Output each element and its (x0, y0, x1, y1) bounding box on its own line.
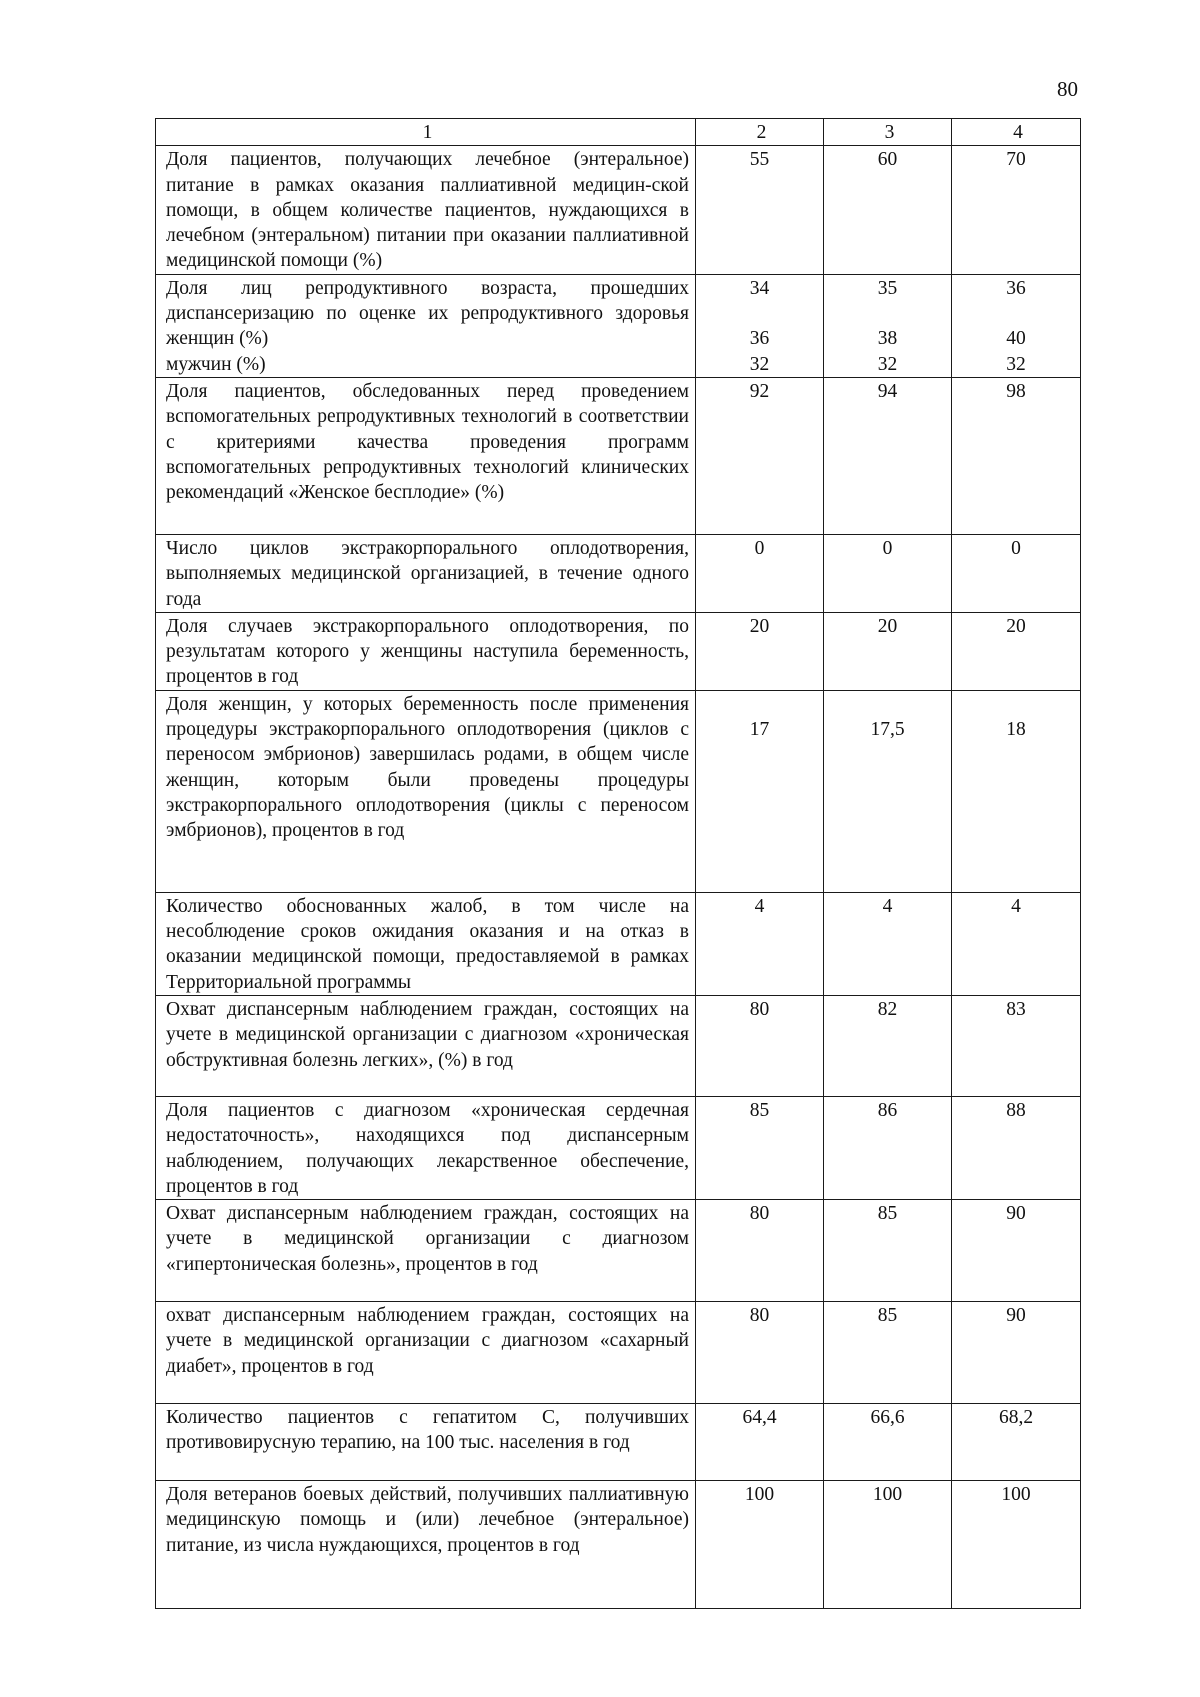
table-row (156, 1200, 1081, 1302)
value-text: 17,5 (870, 719, 905, 741)
value-cell (824, 612, 952, 690)
value-text: 85 (877, 1203, 898, 1225)
value-cell (952, 377, 1081, 534)
indicator-text: Охват диспансерным наблюдением граждан, состоящих на учете в медицинской организации с диагнозом «хроническая обструктивная болезнь легких», (%) в год (166, 998, 689, 1071)
value-cell (696, 995, 824, 1096)
value-cell (824, 274, 952, 377)
page-number: 80 (1057, 77, 1078, 101)
value-text: 35 (877, 277, 898, 299)
value-text: 60 (877, 149, 898, 171)
value-text: 32 (877, 353, 898, 375)
value-text: 85 (749, 1099, 770, 1121)
indicator-text: Количество обоснованных жалоб, в том числе на несоблюдение сроков ожидания оказания и на отказ в оказании медицинской помощи, предоставляемой в рамках Территориальной программы (166, 895, 689, 993)
value-cell (952, 1096, 1081, 1199)
value-cell (696, 612, 824, 690)
indicator-cell (156, 1096, 696, 1199)
value-cell (824, 1096, 952, 1199)
table-row (156, 534, 1081, 612)
value-cell (952, 1481, 1081, 1609)
table-row (156, 995, 1081, 1096)
column-header: 1 (156, 119, 696, 146)
value-text: 64,4 (742, 1407, 777, 1429)
value-text: 100 (872, 1484, 903, 1506)
value-cell (696, 1302, 824, 1404)
value-cell (696, 146, 824, 274)
indicator-subtext: мужчин (%) (166, 353, 266, 375)
value-text: 90 (1006, 1203, 1026, 1225)
indicator-cell (156, 690, 696, 892)
column-header: 2 (696, 119, 824, 146)
table-row (156, 892, 1081, 995)
value-cell (824, 1404, 952, 1481)
value-text: 100 (1001, 1484, 1031, 1506)
table-row (156, 612, 1081, 690)
indicator-text: Количество пациентов с гепатитом С, получивших противовирусную терапию, на 100 тыс. населения в год (166, 1407, 689, 1454)
table-row (156, 1302, 1081, 1404)
value-text: 94 (877, 380, 898, 402)
indicator-cell (156, 146, 696, 274)
value-text (956, 692, 1076, 717)
value-cell (696, 377, 824, 534)
value-cell (696, 1481, 824, 1609)
value-text: 20 (877, 615, 898, 637)
value-text: 38 (877, 328, 898, 350)
value-cell (824, 995, 952, 1096)
value-text: 92 (749, 380, 770, 402)
indicator-cell (156, 612, 696, 690)
value-text: 80 (749, 1203, 770, 1225)
value-text: 4 (882, 895, 893, 917)
value-cell (696, 534, 824, 612)
value-text: 86 (877, 1099, 898, 1121)
value-cell (696, 274, 824, 377)
table-row (156, 146, 1081, 274)
value-cell (696, 892, 824, 995)
value-cell (952, 690, 1081, 892)
value-text: 34 (749, 277, 770, 299)
value-text (828, 301, 947, 326)
value-text: 0 (882, 537, 893, 559)
value-text: 17 (749, 719, 770, 741)
table-row (156, 1096, 1081, 1199)
value-cell (824, 1302, 952, 1404)
value-text: 85 (877, 1305, 898, 1327)
value-text: 20 (749, 615, 770, 637)
indicator-cell (156, 1481, 696, 1609)
indicator-cell (156, 534, 696, 612)
indicator-text: Доля пациентов, обследованных перед проведением вспомогательных репродуктивных технологий в соответствии с критериями качества проведения программ вспомогательных репродуктивных технологий клинических рекомендаций «Женское бесплодие» (%) (166, 380, 689, 504)
value-cell (696, 1200, 824, 1302)
value-text: 90 (1006, 1305, 1026, 1327)
indicator-text: охват диспансерным наблюдением граждан, состоящих на учете в медицинской организации с диагнозом «сахарный диабет», процентов в год (166, 1305, 689, 1377)
value-cell (824, 1481, 952, 1609)
value-text: 0 (1011, 537, 1021, 559)
indicator-text: Доля ветеранов боевых действий, получивших паллиативную медицинскую помощь и (или) лечебное (энтеральное) питание, из числа нуждающихся, процентов в год (166, 1484, 689, 1556)
value-text: 36 (1006, 277, 1026, 299)
value-text (956, 301, 1076, 326)
value-text: 32 (749, 353, 770, 375)
value-cell (952, 612, 1081, 690)
value-cell (952, 146, 1081, 274)
value-cell (952, 274, 1081, 377)
indicator-text: Доля пациентов с диагнозом «хроническая сердечная недостаточность», находящихся под диспансерным наблюдением, получающих лекарственное обеспечение, процентов в год (166, 1099, 689, 1197)
value-text: 18 (1006, 719, 1026, 741)
value-cell (952, 1200, 1081, 1302)
indicator-cell (156, 1404, 696, 1481)
indicator-cell (156, 995, 696, 1096)
column-header: 3 (824, 119, 952, 146)
value-text: 70 (1006, 149, 1026, 171)
value-text: 4 (1011, 895, 1021, 917)
column-header: 4 (952, 119, 1081, 146)
value-text: 55 (749, 149, 770, 171)
table-row (156, 690, 1081, 892)
table-header-row (156, 119, 1081, 146)
value-text (700, 692, 819, 717)
indicator-text: Число циклов экстракорпорального оплодотворения, выполняемых медицинской организацией, в течение одного года (166, 537, 689, 610)
value-text: 80 (749, 998, 770, 1020)
value-text: 40 (1006, 328, 1026, 350)
value-text: 68,2 (998, 1407, 1034, 1429)
value-text: 83 (1006, 998, 1026, 1020)
value-text: 88 (1006, 1099, 1026, 1121)
table-row (156, 377, 1081, 534)
indicator-cell (156, 1200, 696, 1302)
value-text: 100 (744, 1484, 775, 1506)
value-cell (824, 534, 952, 612)
value-cell (824, 146, 952, 274)
value-text: 98 (1006, 380, 1026, 402)
value-cell (696, 690, 824, 892)
indicator-text: Охват диспансерным наблюдением граждан, состоящих на учете в медицинской организации с диагнозом «гипертоническая болезнь», процентов в год (166, 1203, 689, 1275)
indicators-table (155, 118, 1081, 1609)
value-cell (824, 1200, 952, 1302)
value-cell (696, 1404, 824, 1481)
value-text: 4 (754, 895, 765, 917)
value-cell (824, 690, 952, 892)
value-cell (952, 995, 1081, 1096)
indicator-cell (156, 892, 696, 995)
value-text: 82 (877, 998, 898, 1020)
value-text: 80 (749, 1305, 770, 1327)
value-cell (824, 892, 952, 995)
value-cell (952, 1302, 1081, 1404)
value-cell (952, 534, 1081, 612)
value-text: 20 (1006, 615, 1026, 637)
indicator-text: Доля случаев экстракорпорального оплодотворения, по результатам которого у женщины наступила беременность, процентов в год (166, 615, 689, 688)
value-cell (824, 377, 952, 534)
indicator-text: Доля пациентов, получающих лечебное (энтеральное) питание в рамках оказания паллиативной медицин-ской помощи, в общем количестве пациентов, нуждающихся в лечебном (энтеральном) питании при оказании паллиативной медицинской помощи (%) (166, 149, 689, 272)
value-text: 0 (754, 537, 765, 559)
indicator-cell (156, 1302, 696, 1404)
indicator-cell (156, 274, 696, 377)
indicator-text: Доля лиц репродуктивного возраста, прошедших диспансеризацию по оценке их репродуктивного здоровья женщин (%) (166, 277, 689, 350)
value-text: 32 (1006, 353, 1026, 375)
value-text: 66,6 (870, 1407, 905, 1429)
value-cell (952, 1404, 1081, 1481)
table-row (156, 1481, 1081, 1609)
table-row (156, 1404, 1081, 1481)
table-row (156, 274, 1081, 377)
value-cell (696, 1096, 824, 1199)
indicator-cell (156, 377, 696, 534)
value-text (828, 692, 947, 717)
value-text (700, 301, 819, 326)
value-cell (952, 892, 1081, 995)
value-text: 36 (749, 328, 770, 350)
indicator-text: Доля женщин, у которых беременность после применения процедуры экстракорпорального оплодотворения (циклов с переносом эмбрионов) завершилась родами, в общем числе женщин, которым были проведены процедуры экстракорпорального оплодотворения (циклы с переносом эмбрионов), процентов в год (166, 693, 689, 842)
